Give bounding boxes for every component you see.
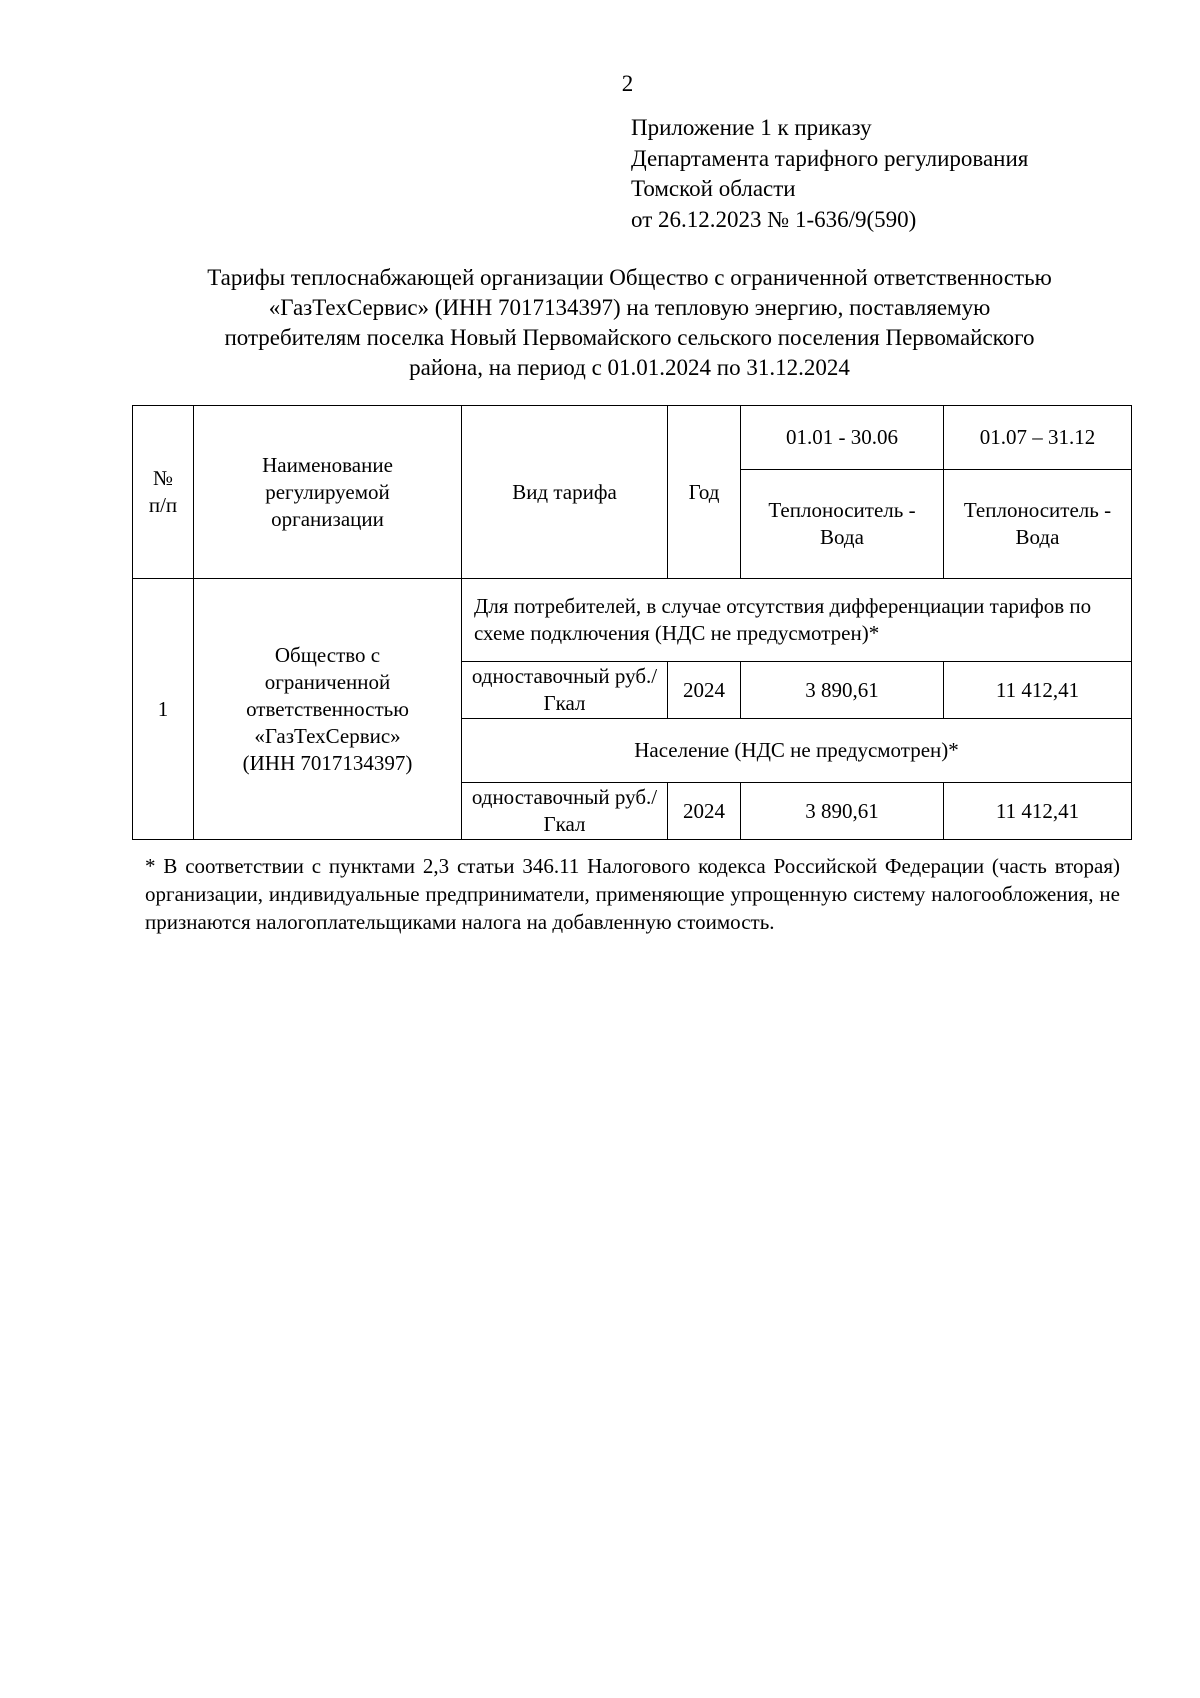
year-cell: 2024	[668, 783, 741, 840]
header-year: Год	[668, 406, 741, 579]
title-line: «ГазТехСервис» (ИНН 7017134397) на тепловую энергию, поставляемую	[268, 295, 991, 320]
tariff-value-period-2: 11 412,41	[944, 662, 1132, 719]
appendix-line: Департамента тарифного регулирования	[631, 145, 1029, 171]
tariff-value-period-2: 11 412,41	[944, 783, 1132, 840]
appendix-line: Томской области	[631, 176, 796, 201]
table-row	[133, 579, 1132, 662]
page-number: 2	[621, 71, 634, 96]
title-line: района, на период с 01.01.2024 по 31.12.2024	[409, 355, 850, 380]
organization-line: (ИНН 7017134397)	[242, 750, 413, 775]
appendix-line: Приложение 1 к приказу	[631, 115, 872, 140]
header-carrier-1: Теплоноситель - Вода	[741, 470, 944, 579]
organization-line: ответственностью	[246, 696, 409, 721]
header-number: № п/п	[133, 406, 194, 579]
row-number: 1	[133, 579, 194, 840]
header-tariff-type: Вид тарифа	[462, 406, 668, 579]
header-carrier-2: Теплоноситель - Вода	[944, 470, 1132, 579]
section-caption-population: Население (НДС не предусмотрен)*	[462, 719, 1132, 783]
document-title	[132, 263, 1127, 383]
tariff-value-period-1: 3 890,61	[741, 783, 944, 840]
organization-line: Общество с	[274, 642, 381, 667]
year-cell: 2024	[668, 662, 741, 719]
appendix-block	[631, 113, 1028, 235]
organization-name	[194, 579, 462, 840]
header-organization: Наименование регулируемой организации	[194, 406, 462, 579]
tariff-type-cell: одноставочный руб./Гкал	[462, 783, 668, 840]
organization-line: ограниченной	[264, 669, 391, 694]
title-line: потребителям поселка Новый Первомайского сельского поселения Первомайского	[224, 325, 1035, 350]
footnote: * В соответствии с пунктами 2,3 статьи 346.11 Налогового кодекса Российской Федерации (часть вторая) организации, индивидуальные предприниматели, применяющие упрощенную систему налогообложения, не признаются налогоплательщиками налога на добавленную стоимость.	[145, 854, 1120, 934]
tariff-value-period-1: 3 890,61	[741, 662, 944, 719]
table-header-row	[133, 406, 1132, 470]
title-line: Тарифы теплоснабжающей организации Общество с ограниченной ответственностью	[207, 265, 1052, 290]
organization-line: «ГазТехСервис»	[254, 723, 401, 748]
header-period-1: 01.01 - 30.06	[741, 406, 944, 470]
tariff-type-cell: одноставочный руб./Гкал	[462, 662, 668, 719]
appendix-line: от 26.12.2023 № 1-636/9(590)	[631, 206, 917, 232]
tariff-table	[132, 405, 1132, 840]
section-caption-consumers: Для потребителей, в случае отсутствия дифференциации тарифов по схеме подключения (НДС не предусмотрен)*	[462, 579, 1132, 662]
header-period-2: 01.07 – 31.12	[944, 406, 1132, 470]
